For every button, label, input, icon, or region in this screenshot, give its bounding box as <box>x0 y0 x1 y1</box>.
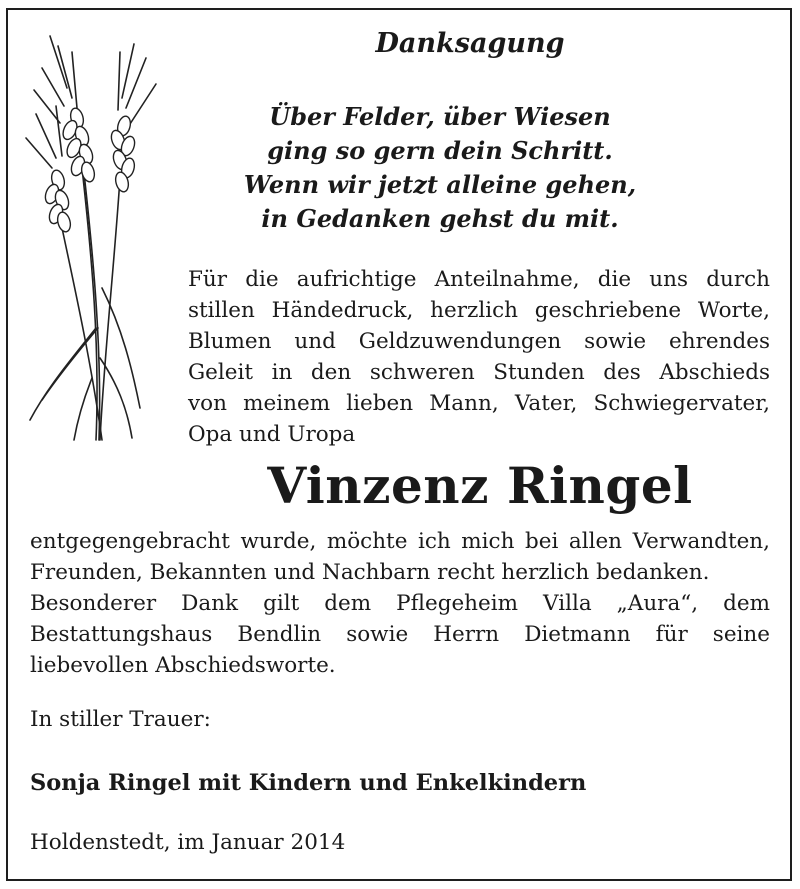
intro-line: von meinem lieben Mann, Vater, Schwiegervater, <box>188 391 770 416</box>
body-line: Bestattungshaus Bendlin sowie Herrn Dietmann für seine <box>30 622 770 647</box>
poem-line: in Gedanken gehst du mit. <box>261 204 619 233</box>
family-signature: Sonja Ringel mit Kindern und Enkelkindern <box>30 770 587 796</box>
poem <box>240 100 640 236</box>
intro-line: Für die aufrichtige Anteilnahme, die uns durch <box>188 267 770 292</box>
intro-line: Opa und Uropa <box>188 422 356 447</box>
intro-line: stillen Händedruck, herzlich geschriebene Worte, <box>188 298 770 323</box>
wheat-ears-icon <box>22 28 172 448</box>
body-line: Freunden, Bekannten und Nachbarn recht herzlich bedanken. <box>30 560 710 585</box>
poem-line: Über Felder, über Wiesen <box>269 102 611 131</box>
body-line: entgegengebracht wurde, möchte ich mich bei allen Verwandten, <box>30 529 770 554</box>
thanks-paragraph <box>30 526 770 681</box>
deceased-name: Vinzenz Ringel <box>267 456 693 515</box>
place-date: Holdenstedt, im Januar 2014 <box>30 830 346 855</box>
poem-line: ging so gern dein Schritt. <box>267 136 613 165</box>
intro-line: Blumen und Geldzuwendungen sowie ehrendes <box>188 329 770 354</box>
body-line: Besonderer Dank gilt dem Pflegeheim Villa „Aura“, dem <box>30 591 770 616</box>
poem-line: Wenn wir jetzt alleine gehen, <box>243 170 637 199</box>
intro-line: Geleit in den schweren Stunden des Abschieds <box>188 360 770 385</box>
intro-paragraph <box>188 264 770 450</box>
body-line: liebevollen Abschiedsworte. <box>30 653 336 678</box>
heading-title: Danksagung <box>375 28 565 59</box>
mourning-label: In stiller Trauer: <box>30 707 211 732</box>
